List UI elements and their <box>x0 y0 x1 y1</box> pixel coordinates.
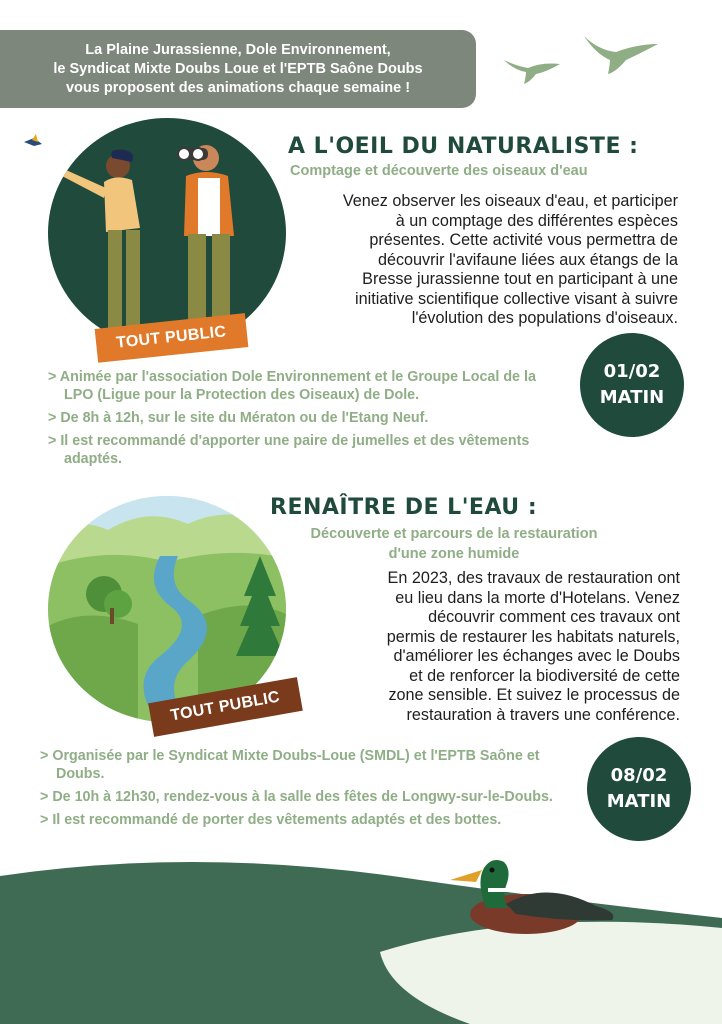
event-details <box>48 368 568 473</box>
flying-birds-icon <box>498 30 688 90</box>
header-line: vous proposent des animations chaque semaine ! <box>65 79 411 96</box>
date-text: 01/02 <box>603 361 661 382</box>
event-title <box>288 134 638 159</box>
description-line: l'évolution des populations d'oiseaux. <box>411 309 678 327</box>
event-title-suffix: : <box>519 495 538 520</box>
event-title-text: RENAÎTRE DE L'EAU <box>270 495 520 520</box>
description-line: restauration à travers une conférence. <box>406 705 680 724</box>
event-details <box>40 747 580 834</box>
header-line: le Syndicat Mixte Doubs Loue et l'EPTB Saône Doubs <box>53 60 423 77</box>
naturalists-illustration <box>48 118 286 348</box>
description-line: d'améliorer les échanges avec le Doubs <box>393 647 680 665</box>
date-badge <box>580 333 684 437</box>
event-title-text: A L'OEIL DU NATURALISTE <box>288 134 621 159</box>
event-title <box>270 495 537 520</box>
detail-item: > De 10h à 12h30, rendez-vous à la salle des fêtes de Longwy-sur-le-Doubs. <box>40 788 580 806</box>
period-text: MATIN <box>599 387 665 408</box>
description-line: à un comptage des différentes espèces <box>395 211 678 230</box>
period-text: MATIN <box>606 791 672 812</box>
detail-item: > Il est recommandé de porter des vêtements adaptés et des bottes. <box>40 811 580 829</box>
detail-item: > Organisée par le Syndicat Mixte Doubs-Loue (SMDL) et l'EPTB Saône et Doubs. <box>40 747 580 783</box>
description-line: En 2023, des travaux de restauration ont <box>387 569 680 587</box>
subtitle-line: d'une zone humide <box>388 546 520 562</box>
event-subtitle <box>278 524 630 564</box>
subtitle-line: Comptage et découverte des oiseaux d'eau <box>290 163 588 179</box>
small-bird-icon <box>22 134 46 154</box>
subtitle-line: Découverte et parcours de la restauration <box>310 526 598 542</box>
description-line: et de renforcer la biodiversité de cette <box>409 666 680 685</box>
audience-badge: TOUT PUBLIC <box>148 677 302 737</box>
description-line: découvrir l'avifaune liées aux étangs de la <box>377 250 678 269</box>
audience-badge: TOUT PUBLIC <box>95 313 248 363</box>
date-badge <box>587 737 691 841</box>
description-line: découvrir comment ces travaux ont <box>428 608 680 626</box>
description-line: présentes. Cette activité vous permettra de <box>369 231 678 249</box>
detail-item: > Il est recommandé d'apporter une paire de jumelles et des vêtements adaptés. <box>48 432 568 468</box>
event-description <box>278 192 678 329</box>
header-banner <box>0 30 476 108</box>
header-line: La Plaine Jurassienne, Dole Environnement, <box>85 41 391 58</box>
description-line: initiative scientifique collective visant à suivre <box>355 289 678 308</box>
detail-item: > De 8h à 12h, sur le site du Mératon ou de l'Etang Neuf. <box>48 409 568 427</box>
description-line: eu lieu dans la morte d'Hotelans. Venez <box>395 588 680 607</box>
event-title-suffix: : <box>620 134 639 159</box>
detail-item: > Animée par l'association Dole Environnement et le Groupe Local de la LPO (Ligue pour la Protection des Oiseaux) de Dole. <box>48 368 568 404</box>
description-line: Bresse jurassienne tout en participant à une <box>362 270 678 288</box>
event-subtitle <box>290 161 588 181</box>
description-line: permis de restaurer les habitats naturels, <box>386 627 680 646</box>
duck-illustration <box>446 852 622 940</box>
description-line: zone sensible. Et suivez le processus de <box>388 686 680 704</box>
description-line: Venez observer les oiseaux d'eau, et participer <box>342 192 678 210</box>
event-description <box>278 569 680 725</box>
date-text: 08/02 <box>610 765 668 786</box>
